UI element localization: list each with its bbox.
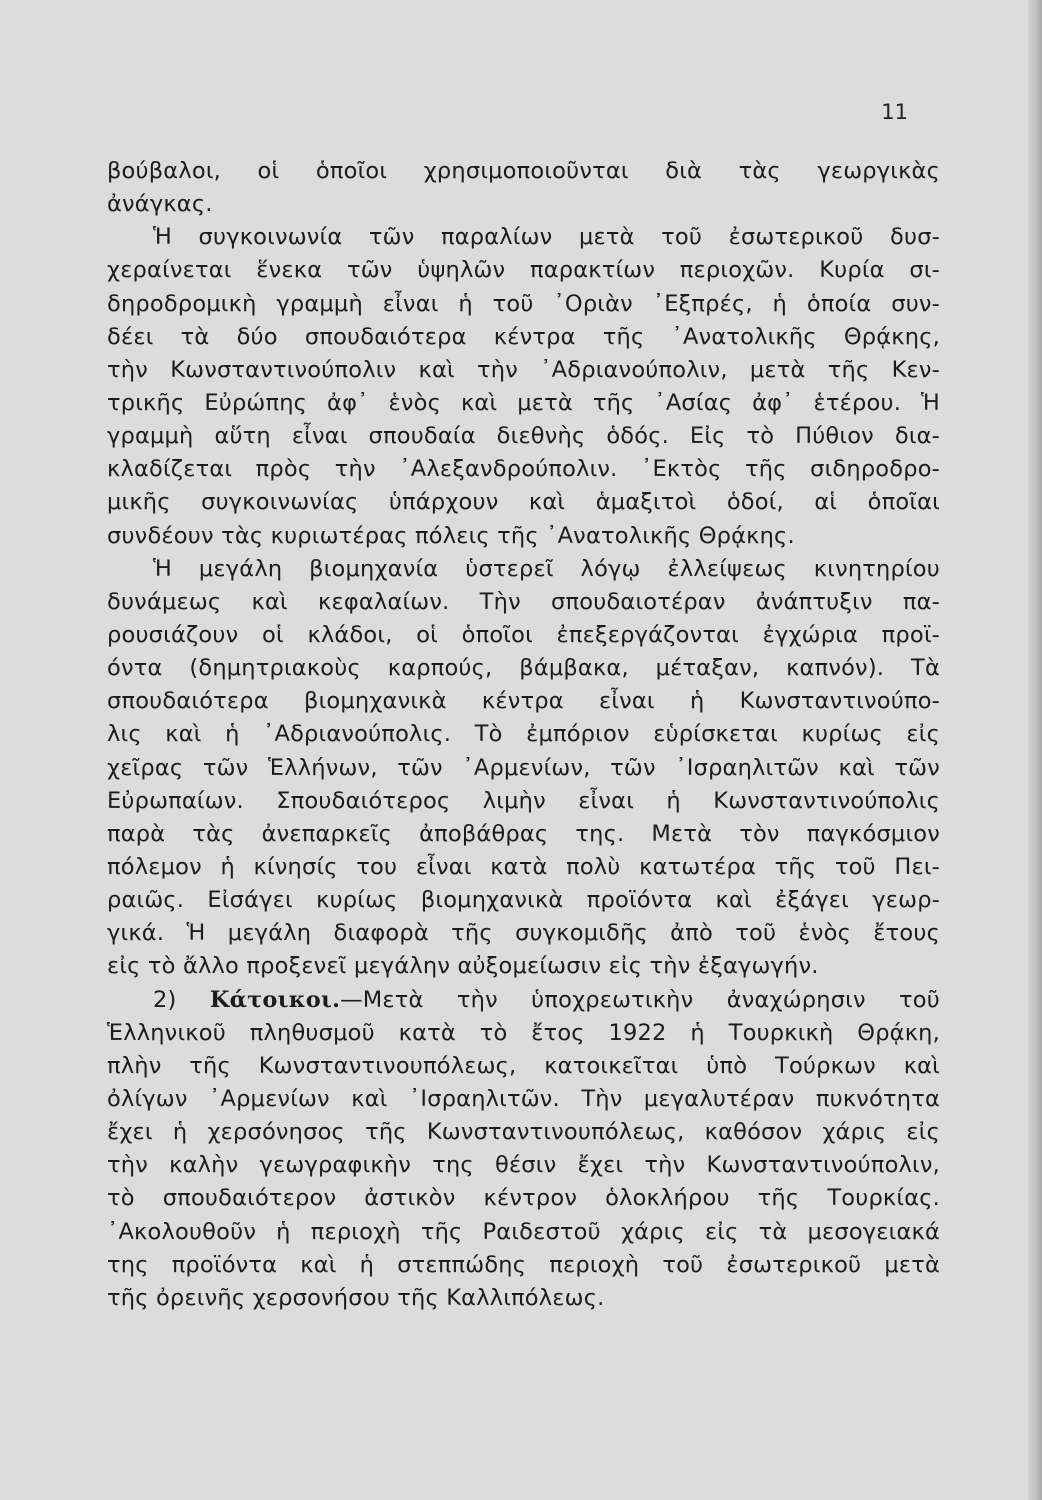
text-line: ρουσιάζουν οἱ κλάδοι, οἱ ὁποῖοι ἐπεξεργάζονται ἐγχώρια προϊ-	[107, 621, 940, 648]
text-line: λις καὶ ἡ ᾿Αδριανούπολις. Τὸ ἐμπόριον εὑρίσκεται κυρίως εἰς	[107, 721, 940, 748]
text-line: όντα (δημητριακοὺς καρπούς, βάμβακα, μέταξαν, καπνόν). Τὰ	[107, 655, 940, 682]
text-line: γικά. Ἡ μεγάλη διαφορὰ τῆς συγκομιδῆς ἀπὸ τοῦ ἑνὸς ἔτους	[107, 920, 940, 947]
text-line: πόλεμον ἡ κίνησίς του εἶναι κατὰ πολὺ κατωτέρα τῆς τοῦ Πει-	[107, 853, 940, 880]
text-line: της προϊόντα καὶ ἡ στεππώδης περιοχὴ τοῦ ἐσωτερικοῦ μετὰ	[107, 1251, 940, 1278]
text-line: μικῆς συγκοινωνίας ὑπάρχουν καὶ ἁμαξιτοὶ ὁδοί, αἱ ὁποῖαι	[107, 489, 940, 516]
text-line: χεῖρας τῶν Ἑλλήνων, τῶν ᾿Αρμενίων, τῶν ᾿Ισραηλιτῶν καὶ τῶν	[107, 754, 940, 781]
text-line: εἰς τὸ ἄλλο προξενεῖ μεγάλην αὐξομείωσιν εἰς τὴν ἐξαγωγήν.	[107, 953, 819, 980]
text-line: σπουδαιότερα βιομηχανικὰ κέντρα εἶναι ἡ Κωνσταντινούπο-	[107, 688, 940, 715]
text-line: δυνάμεως καὶ κεφαλαίων. Τὴν σπουδαιοτέραν ἀνάπτυξιν πα-	[107, 588, 940, 615]
text-line: ἔχει ἡ χερσόνησος τῆς Κωνσταντινουπόλεως, καθόσον χάρις εἰς	[107, 1119, 940, 1146]
text-line: ἀνάγκας.	[107, 191, 213, 218]
text-line: πλὴν τῆς Κωνσταντινουπόλεως, κατοικεῖται ὑπὸ Τούρκων καὶ	[107, 1052, 940, 1079]
section-heading: Κάτοικοι.	[209, 986, 341, 1013]
text-line: ὀλίγων ᾿Αρμενίων καὶ ᾿Ισραηλιτῶν. Τὴν μεγαλυτέραν πυκνότητα	[107, 1085, 940, 1112]
text-line: ᾿Ακολουθοῦν ἡ περιοχὴ τῆς Ραιδεστοῦ χάρις εἰς τὰ μεσογειακά	[107, 1218, 940, 1245]
section-number: 2)	[153, 986, 177, 1013]
text-line: τῆς ὀρεινῆς χερσονήσου τῆς Καλλιπόλεως.	[107, 1284, 605, 1311]
text-line: τρικῆς Εὐρώπης ἀφ᾿ ἑνὸς καὶ μετὰ τῆς ᾿Ασίας ἀφ᾿ ἑτέρου. Ἡ	[107, 389, 940, 416]
text-line: ραιῶς. Εἰσάγει κυρίως βιομηχανικὰ προϊόντα καὶ ἐξάγει γεωρ-	[107, 887, 940, 914]
text-line: γραμμὴ αὕτη εἶναι σπουδαία διεθνὴς ὁδός. Εἰς τὸ Πύθιον δια-	[107, 423, 940, 450]
text-line: Ἡ συγκοινωνία τῶν παραλίων μετὰ τοῦ ἐσωτερικοῦ δυσ-	[153, 224, 940, 251]
page-number: 11	[881, 100, 908, 124]
text-line: Εὐρωπαίων. Σπουδαιότερος λιμὴν εἶναι ἡ Κωνσταντινούπολις	[107, 787, 940, 814]
text-line: κλαδίζεται πρὸς τὴν ᾿Αλεξανδρούπολιν. ᾿Εκτὸς τῆς σιδηροδρο-	[107, 456, 940, 483]
page-edge	[1028, 0, 1042, 1500]
text-line: τὸ σπουδαιότερον ἀστικὸν κέντρον ὁλοκλήρου τῆς Τουρκίας.	[107, 1185, 940, 1212]
text-line: Ἡ μεγάλη βιομηχανία ὑστερεῖ λόγῳ ἐλλείψεως κινητηρίου	[153, 555, 940, 582]
text-line: Ἑλληνικοῦ πληθυσμοῦ κατὰ τὸ ἔτος 1922 ἡ Τουρκικὴ Θρᾴκη,	[107, 1019, 940, 1046]
text-line: βούβαλοι, οἱ ὁποῖοι χρησιμοποιοῦνται διὰ τὰς γεωργικὰς	[107, 158, 940, 184]
body-text	[107, 155, 940, 1315]
text-line: παρὰ τὰς ἀνεπαρκεῖς ἀποβάθρας της. Μετὰ τὸν παγκόσμιον	[107, 820, 940, 847]
text-line: χεραίνεται ἕνεκα τῶν ὑψηλῶν παρακτίων περιοχῶν. Κυρία σι-	[107, 257, 940, 284]
section-heading-rest: —Μετὰ τὴν ὑποχρεωτικὴν ἀναχώρησιν τοῦ	[340, 986, 940, 1013]
text-line: συνδέουν τὰς κυριωτέρας πόλεις τῆς ᾿Ανατολικῆς Θρᾴκης.	[107, 522, 795, 549]
text-line: τὴν Κωνσταντινούπολιν καὶ τὴν ᾿Αδριανούπολιν, μετὰ τῆς Κεν-	[107, 356, 940, 383]
section-heading-line	[107, 984, 940, 1017]
text-line: δηροδρομικὴ γραμμὴ εἶναι ἡ τοῦ ᾿Οριὰν ᾿Εξπρές, ἡ ὁποία συν-	[107, 290, 940, 317]
text-line: τὴν καλὴν γεωγραφικὴν της θέσιν ἔχει τὴν Κωνσταντινούπολιν,	[107, 1152, 940, 1179]
text-line: δέει τὰ δύο σπουδαιότερα κέντρα τῆς ᾿Ανατολικῆς Θρᾴκης,	[107, 323, 940, 350]
